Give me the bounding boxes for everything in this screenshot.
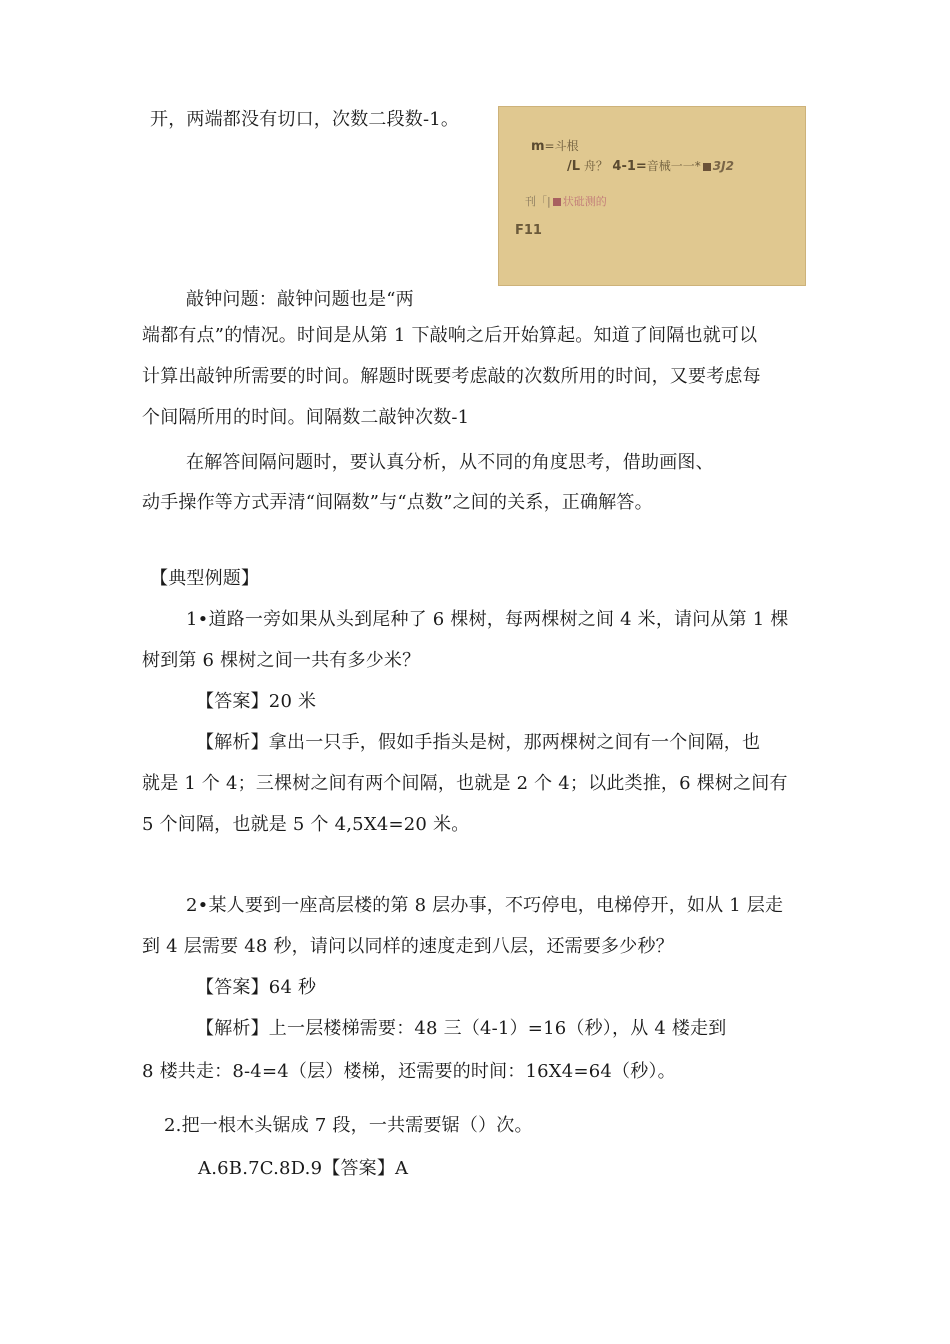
square-mark-icon xyxy=(703,163,711,171)
options-answer-line: A.6B.7C.8D.9【答案】A xyxy=(198,1158,409,1179)
square-mark-icon xyxy=(553,198,561,206)
figure-text-line-3: 刊「| 状砒测的 xyxy=(525,195,607,208)
section-heading: 【典型例题】 xyxy=(150,568,260,589)
paragraph-line: 端都有点”的情况。时间是从第 1 下敲响之后开始算起。知道了间隔也就可以 xyxy=(142,325,758,346)
analysis-line: 【解析】上一层楼梯需要：48 三（4-1）=16（秒），从 4 楼走到 xyxy=(196,1018,727,1039)
analysis-line: 【解析】拿出一只手，假如手指头是树，那两棵树之间有一个间隔，也 xyxy=(196,732,761,753)
question-line: 1•道路一旁如果从头到尾种了 6 棵树，每两棵树之间 4 米，请问从第 1 棵 xyxy=(186,609,789,630)
paragraph-line: 在解答间隔问题时，要认真分析，从不同的角度思考，借助画图、 xyxy=(186,452,714,473)
question-line: 到 4 层需要 48 秒，请问以同样的速度走到八层，还需要多少秒？ xyxy=(142,936,674,957)
question-line: 树到第 6 棵树之间一共有多少米？ xyxy=(142,650,421,671)
paragraph-line: 个间隔所用的时间。间隔数二敲钟次数-1 xyxy=(142,407,470,428)
paragraph-line: 敲钟问题：敲钟问题也是“两 xyxy=(186,289,414,310)
analysis-line: 5 个间隔，也就是 5 个 4,5X4=20 米。 xyxy=(142,814,470,835)
paragraph-line: 开，两端都没有切口，次数二段数-1。 xyxy=(150,109,460,130)
paragraph-line: 动手操作等方式弄清“间隔数”与“点数”之间的关系，正确解答。 xyxy=(142,492,653,513)
answer-line: 【答案】20 米 xyxy=(196,691,317,712)
analysis-line: 就是 1 个 4；三棵树之间有两个间隔，也就是 2 个 4；以此类推，6 棵树之间有 xyxy=(142,773,788,794)
question-line: 2•某人要到一座高层楼的第 8 层办事，不巧停电，电梯停开，如从 1 层走 xyxy=(186,895,784,916)
analysis-line: 8 楼共走：8-4=4（层）楼梯，还需要的时间：16X4=64（秒）。 xyxy=(142,1061,676,1082)
figure-text-line-2: /L 舟？ 4-1=音械一一* 3J2 xyxy=(567,159,734,174)
paragraph-line: 计算出敲钟所需要的时间。解题时既要考虑敲的次数所用的时间，又要考虑每 xyxy=(142,366,761,387)
question-line: 2.把一根木头锯成 7 段，一共需要锯（）次。 xyxy=(164,1115,533,1136)
answer-line: 【答案】64 秒 xyxy=(196,977,317,998)
figure-text-line-1: m=斗根 xyxy=(531,139,579,154)
figure-image xyxy=(498,106,806,286)
figure-text-line-4: F11 xyxy=(515,223,542,238)
